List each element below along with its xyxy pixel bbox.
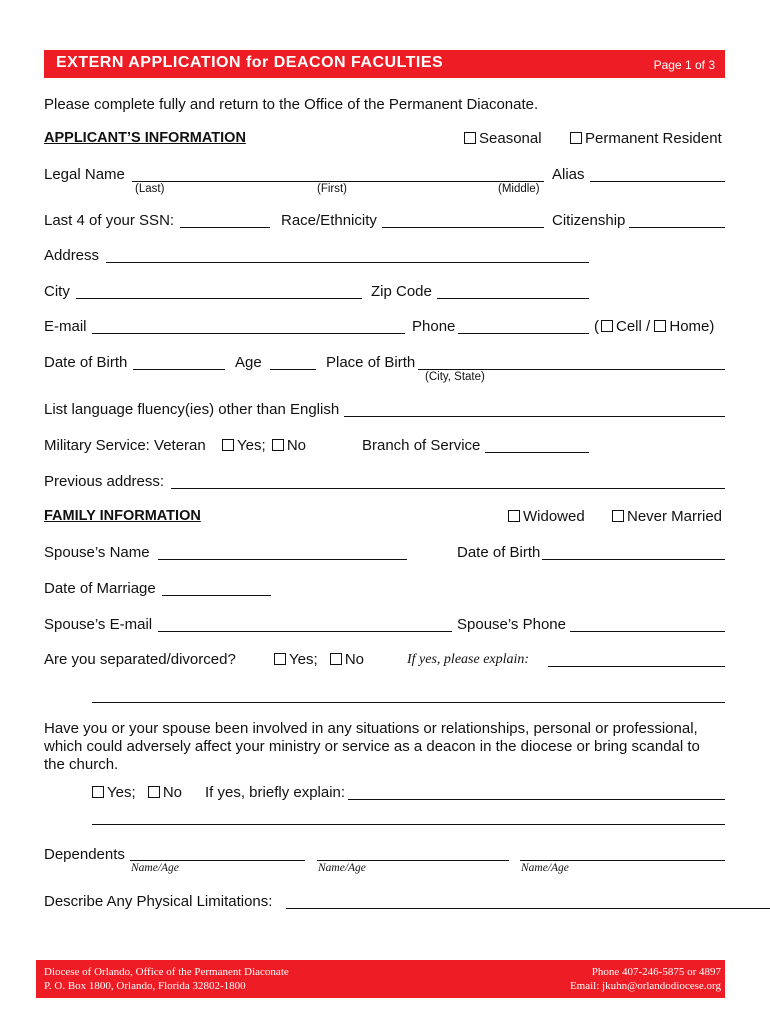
separated-options: Yes; No bbox=[274, 651, 364, 668]
race-field[interactable] bbox=[382, 227, 544, 228]
dependent-3-field[interactable] bbox=[520, 860, 725, 861]
widowed-checkbox[interactable] bbox=[508, 510, 520, 522]
never-married-option[interactable]: Never Married bbox=[612, 508, 722, 525]
limitations-field[interactable] bbox=[286, 908, 770, 909]
dependent-2-field[interactable] bbox=[317, 860, 509, 861]
ssn-field[interactable] bbox=[180, 227, 270, 228]
veteran-options: Yes; No bbox=[222, 437, 306, 454]
age-label: Age bbox=[235, 354, 262, 371]
first-name-hint: (First) bbox=[317, 183, 348, 195]
never-married-checkbox[interactable] bbox=[612, 510, 624, 522]
limitations-label: Describe Any Physical Limitations: bbox=[44, 893, 273, 910]
widowed-option[interactable]: Widowed bbox=[508, 508, 585, 525]
spouse-email-field[interactable] bbox=[158, 631, 452, 632]
spouse-name-field[interactable] bbox=[158, 559, 407, 560]
separated-no-checkbox[interactable] bbox=[330, 653, 342, 665]
scandal-no-checkbox[interactable] bbox=[148, 786, 160, 798]
zip-label: Zip Code bbox=[371, 283, 432, 300]
dependent-3-hint: Name/Age bbox=[521, 862, 569, 874]
page-indicator: Page 1 of 3 bbox=[653, 58, 715, 72]
citizenship-field[interactable] bbox=[629, 227, 725, 228]
separated-label: Are you separated/divorced? bbox=[44, 651, 236, 668]
spouse-phone-field[interactable] bbox=[570, 631, 725, 632]
spouse-phone-label: Spouse’s Phone bbox=[457, 616, 566, 633]
spouse-dob-label: Date of Birth bbox=[457, 544, 541, 561]
veteran-no-checkbox[interactable] bbox=[272, 439, 284, 451]
briefly-explain-field-2[interactable] bbox=[92, 824, 725, 825]
briefly-explain-field[interactable] bbox=[348, 799, 725, 800]
intro-text: Please complete fully and return to the Office of the Permanent Diaconate. bbox=[44, 96, 539, 113]
ssn-label: Last 4 of your SSN: bbox=[44, 212, 175, 229]
address-field[interactable] bbox=[106, 262, 589, 263]
language-field[interactable] bbox=[344, 416, 725, 417]
race-label: Race/Ethnicity bbox=[281, 212, 377, 229]
marriage-date-field[interactable] bbox=[162, 595, 271, 596]
address-label: Address bbox=[44, 247, 100, 264]
zip-field[interactable] bbox=[437, 298, 589, 299]
military-label: Military Service: Veteran bbox=[44, 437, 206, 454]
pob-field[interactable] bbox=[418, 369, 725, 370]
spouse-name-label: Spouse’s Name bbox=[44, 544, 150, 561]
branch-label: Branch of Service bbox=[362, 437, 481, 454]
scandal-options: Yes; No bbox=[92, 784, 182, 801]
previous-address-label: Previous address: bbox=[44, 473, 165, 490]
phone-label: Phone bbox=[412, 318, 456, 335]
previous-address-field[interactable] bbox=[171, 488, 725, 489]
age-field[interactable] bbox=[270, 369, 316, 370]
scandal-yes-checkbox[interactable] bbox=[92, 786, 104, 798]
footer-bar bbox=[36, 960, 725, 998]
email-label: E-mail bbox=[44, 318, 87, 335]
seasonal-checkbox[interactable] bbox=[464, 132, 476, 144]
footer-contact: Phone 407-246-5875 or 4897 Email: jkuhn@orlandodiocese.org bbox=[569, 966, 721, 992]
alias-field[interactable] bbox=[590, 181, 725, 182]
separated-explain-field[interactable] bbox=[548, 666, 725, 667]
veteran-yes-checkbox[interactable] bbox=[222, 439, 234, 451]
separated-yes-checkbox[interactable] bbox=[274, 653, 286, 665]
permanent-resident-option[interactable]: Permanent Resident bbox=[570, 130, 722, 147]
scandal-question: Have you or your spouse been involved in any situations or relationships, personal or professional, which could adversely affect your ministry or service as a deacon in the diocese or bring scandal to the church. bbox=[44, 720, 700, 773]
branch-field[interactable] bbox=[485, 452, 589, 453]
applicant-heading: APPLICANT’S INFORMATION bbox=[44, 130, 246, 146]
home-checkbox[interactable] bbox=[654, 320, 666, 332]
middle-name-hint: (Middle) bbox=[498, 183, 540, 195]
alias-label: Alias bbox=[552, 166, 585, 183]
seasonal-option[interactable]: Seasonal bbox=[464, 130, 542, 147]
family-heading: FAMILY INFORMATION bbox=[44, 508, 201, 524]
phone-field[interactable] bbox=[458, 333, 589, 334]
form-title: EXTERN APPLICATION for DEACON FACULTIES bbox=[56, 54, 444, 71]
separated-explain-field-2[interactable] bbox=[92, 702, 725, 703]
spouse-dob-field[interactable] bbox=[542, 559, 725, 560]
spouse-email-label: Spouse’s E-mail bbox=[44, 616, 153, 633]
cell-checkbox[interactable] bbox=[601, 320, 613, 332]
dependent-2-hint: Name/Age bbox=[318, 862, 366, 874]
form-header-bar bbox=[44, 50, 725, 78]
dependent-1-field[interactable] bbox=[130, 860, 305, 861]
pob-label: Place of Birth bbox=[326, 354, 416, 371]
permanent-resident-checkbox[interactable] bbox=[570, 132, 582, 144]
email-field[interactable] bbox=[92, 333, 405, 334]
dependents-label: Dependents bbox=[44, 846, 125, 863]
footer-address: Diocese of Orlando, Office of the Permanent Diaconate P. O. Box 1800, Orlando, Florida 32802-1800 bbox=[44, 966, 289, 992]
city-field[interactable] bbox=[76, 298, 362, 299]
language-label: List language fluency(ies) other than English bbox=[44, 401, 340, 418]
dob-label: Date of Birth bbox=[44, 354, 128, 371]
separated-explain-label: If yes, please explain: bbox=[407, 652, 530, 667]
dependent-1-hint: Name/Age bbox=[131, 862, 179, 874]
legal-name-field[interactable] bbox=[132, 181, 544, 182]
last-name-hint: (Last) bbox=[135, 183, 165, 195]
dob-field[interactable] bbox=[133, 369, 225, 370]
marriage-date-label: Date of Marriage bbox=[44, 580, 156, 597]
city-state-hint: (City, State) bbox=[425, 371, 485, 383]
phone-type-options: ( Cell / Home) bbox=[594, 318, 715, 335]
city-label: City bbox=[44, 283, 70, 300]
briefly-explain-label: If yes, briefly explain: bbox=[205, 784, 346, 801]
citizenship-label: Citizenship bbox=[552, 212, 626, 229]
legal-name-label: Legal Name bbox=[44, 166, 125, 183]
